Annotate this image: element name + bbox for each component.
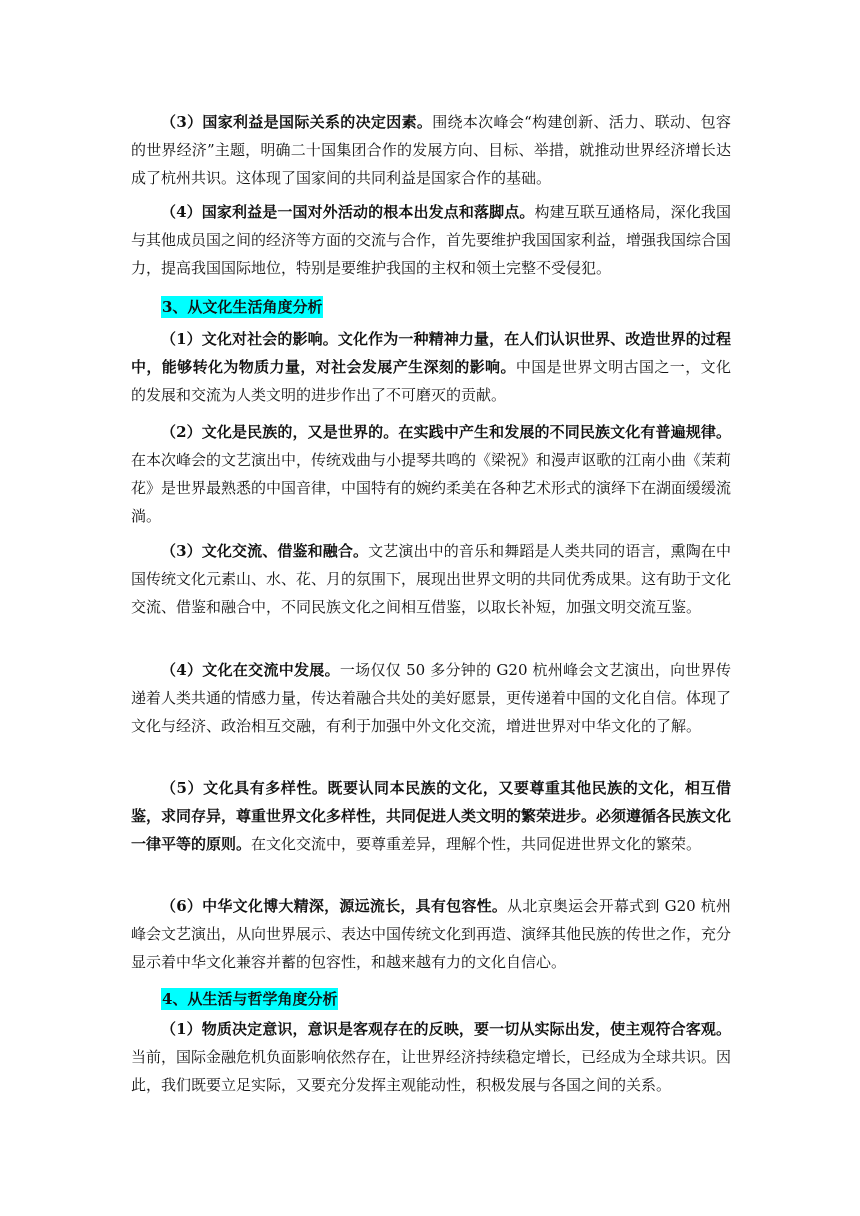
- section-heading-culture: 3、从文化生活角度分析: [162, 298, 323, 316]
- paragraph-body: 一场仅仅 50 多分钟的 G20 杭州峰会文艺演出，向世界传递着人类共通的情感力量，传达着融合共处的美好愿景，更传递着中国的文化自信。体现了文化与经济、政治相互交融，有利于加强中外文化交流，增进世界对中华文化的了解。: [131, 661, 732, 735]
- paragraph-body: 在本次峰会的文艺演出中，传统戏曲与小提琴共鸣的《梁祝》和漫声讴歌的江南小曲《茉莉花》是世界最熟悉的中国音律，中国特有的婉约柔美在各种艺术形式的演绎下在湖面缓缓流淌。: [131, 451, 732, 525]
- paragraph-body: 构建互联互通格局，深化我国与其他成员国之间的经济等方面的交流与合作，首先要维护我国国家利益，增强我国综合国力，提高我国国际地位，特别是要维护我国的主权和领土完整不受侵犯。: [131, 203, 732, 277]
- paragraph-body: 文艺演出中的音乐和舞蹈是人类共同的语言，熏陶在中国传统文化元素山、水、花、月的氛围下，展现出世界文明的共同优秀成果。这有助于文化交流、借鉴和融合中，不同民族文化之间相互借鉴，以取长补短，加强文明交流互鉴。: [131, 542, 732, 616]
- paragraph-lead: （1）物质决定意识，意识是客观存在的反映，要一切从实际出发，使主观符合客观。: [161, 1020, 731, 1038]
- paragraph-lead: （2）文化是民族的，又是世界的。在实践中产生和发展的不同民族文化有普遍规律。: [161, 423, 731, 441]
- paragraph-body: 从北京奥运会开幕式到 G20 杭州峰会文艺演出，从向世界展示、表达中国传统文化到再造、演绎其他民族的传世之作，充分显示着中华文化兼容并蓄的包容性，和越来越有力的文化自信心。: [131, 897, 732, 971]
- paragraph-body: 中国是世界文明古国之一，文化的发展和交流为人类文明的进步作出了不可磨灭的贡献。: [131, 358, 731, 404]
- paragraph-body: 当前，国际金融危机负面影响依然存在，让世界经济持续稳定增长，已经成为全球共识。因此，我们既要立足实际，又要充分发挥主观能动性，积极发展与各国之间的关系。: [131, 1048, 732, 1094]
- paragraph-culture-exchange: [131, 537, 731, 621]
- paragraph-culture-national-global: [131, 418, 731, 530]
- paragraph-culture-development: [131, 656, 731, 740]
- paragraph-culture-diversity: [131, 774, 731, 858]
- paragraph-lead: （6）中华文化博大精深，源远流长，具有包容性。: [161, 897, 508, 915]
- paragraph-matter-determines-consciousness: [131, 1015, 731, 1099]
- paragraph-lead: （1）文化对社会的影响。文化作为一种精神力量，在人们认识世界、改造世界的过程中，能够转化为物质力量，对社会发展产生深刻的影响。: [131, 330, 731, 376]
- section-heading-philosophy: 4、从生活与哲学角度分析: [162, 990, 338, 1008]
- paragraph-lead: （5）文化具有多样性。既要认同本民族的文化，又要尊重其他民族的文化，相互借鉴，求同存异，尊重世界文化多样性，共同促进人类文明的繁荣进步。必须遵循各民族文化一律平等的原则。: [131, 779, 732, 853]
- paragraph-chinese-culture-inclusive: [131, 892, 731, 976]
- paragraph-lead: （4）国家利益是一国对外活动的根本出发点和落脚点。: [161, 203, 535, 221]
- paragraph-lead: （3）国家利益是国际关系的决定因素。: [161, 113, 433, 131]
- paragraph-national-interest-decisive: [131, 108, 731, 192]
- paragraph-lead: （3）文化交流、借鉴和融合。: [161, 542, 369, 560]
- paragraph-culture-impact: [131, 325, 731, 409]
- paragraph-body: 在文化交流中，要尊重差异，理解个性，共同促进世界文化的繁荣。: [251, 835, 702, 853]
- paragraph-national-interest-foundation: [131, 198, 731, 282]
- paragraph-body: 围绕本次峰会“构建创新、活力、联动、包容的世界经济”主题，明确二十国集团合作的发展方向、目标、举措，就推动世界经济增长达成了杭州共识。这体现了国家间的共同利益是国家合作的基础。: [131, 113, 731, 187]
- paragraph-lead: （4）文化在交流中发展。: [161, 661, 340, 679]
